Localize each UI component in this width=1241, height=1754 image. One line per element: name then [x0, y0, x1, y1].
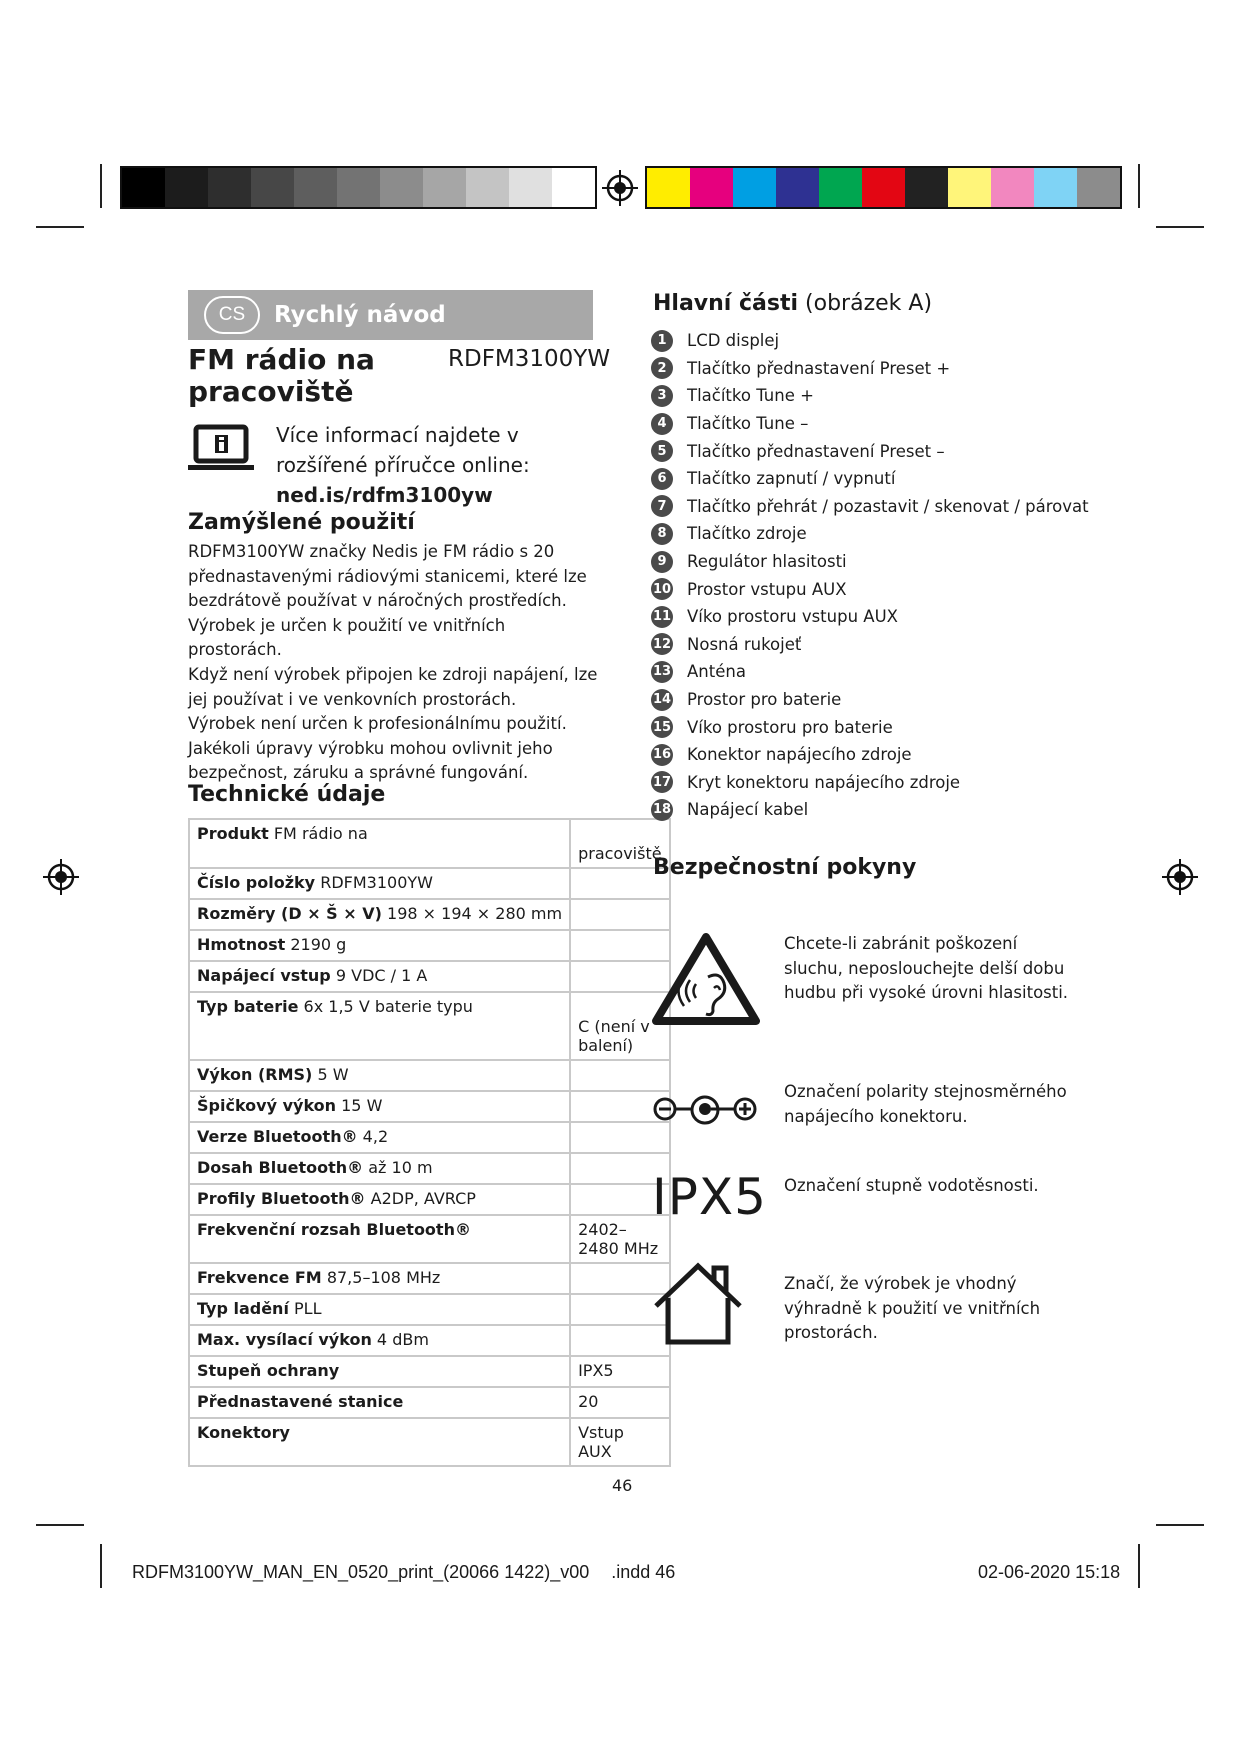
color-swatch — [647, 168, 690, 207]
spec-label: Hmotnost — [197, 935, 286, 954]
safety-item — [652, 1262, 1072, 1362]
footer-date: 02-06-2020 15:18 — [978, 1562, 1121, 1582]
banner-title: Rychlý návod — [274, 302, 446, 328]
main-parts-heading — [653, 291, 932, 316]
main-parts-heading-bold: Hlavní části — [653, 291, 799, 316]
part-label: LCD displej — [687, 331, 780, 351]
spec-value-cell — [570, 1418, 670, 1466]
spec-value-2: pracoviště — [578, 844, 662, 863]
spec-row — [189, 1294, 670, 1325]
crop-mark — [1138, 164, 1140, 208]
part-label: Tlačítko zdroje — [687, 524, 807, 544]
part-label: Prostor vstupu AUX — [687, 579, 847, 599]
spec-value: 5 W — [317, 1065, 349, 1084]
language-badge: CS — [204, 296, 260, 334]
spec-value: 4 dBm — [376, 1330, 429, 1349]
part-label: Kryt konektoru napájecího zdroje — [687, 772, 961, 792]
part-label: Tlačítko Tune + — [687, 386, 814, 406]
paragraph: Výrobek je určen k použití ve vnitřních prostorách. — [188, 615, 506, 660]
spec-value: 6x 1,5 V baterie typu — [303, 997, 473, 1016]
spec-row — [189, 930, 670, 961]
color-swatch — [294, 168, 337, 207]
intended-use-text — [188, 540, 598, 786]
more-info-line: rozšířené příručce online: — [276, 453, 530, 477]
color-swatch — [1034, 168, 1077, 207]
spec-label: Profily Bluetooth® — [197, 1189, 366, 1208]
spec-row — [189, 1153, 670, 1184]
spec-label: Číslo položky — [197, 873, 316, 892]
spec-label: Konektory — [197, 1423, 290, 1442]
color-swatch — [948, 168, 991, 207]
spec-label-cell — [189, 1418, 570, 1466]
part-number-badge: 5 — [651, 440, 673, 462]
spec-value-2: 20 — [578, 1392, 599, 1411]
intended-use-heading: Zamýšlené použití — [188, 510, 415, 535]
paragraph: RDFM3100YW značky Nedis je FM rádio s 20 přednastavenými rádiovými stanicemi, které lze bezdrátově používat v náročných prostředích. — [188, 542, 587, 611]
part-item — [651, 575, 1089, 603]
spec-label-cell — [189, 1153, 570, 1184]
part-number-badge: 7 — [651, 495, 673, 517]
spec-label: Napájecí vstup — [197, 966, 331, 985]
spec-value: PLL — [294, 1299, 322, 1318]
spec-label: Dosah Bluetooth® — [197, 1158, 364, 1177]
crop-mark — [1156, 226, 1204, 228]
crop-mark — [100, 1544, 102, 1588]
spec-row — [189, 1091, 670, 1122]
spec-row — [189, 961, 670, 992]
color-swatch — [1077, 168, 1120, 207]
color-swatch — [251, 168, 294, 207]
spec-row — [189, 1356, 670, 1387]
spec-value-2: 2402–2480 MHz — [578, 1220, 659, 1258]
crop-mark — [36, 226, 84, 228]
registration-mark-icon — [600, 168, 640, 208]
part-item — [651, 548, 1089, 576]
color-swatch — [819, 168, 862, 207]
spec-label-cell — [189, 1184, 570, 1215]
crop-mark — [100, 164, 102, 208]
spec-row — [189, 992, 670, 1060]
spec-label-cell — [189, 899, 570, 930]
part-label: Tlačítko přednastavení Preset – — [687, 441, 945, 461]
part-item — [651, 410, 1089, 438]
spec-label-cell — [189, 1387, 570, 1418]
spec-label-cell — [189, 961, 570, 992]
part-number-badge: 2 — [651, 357, 673, 379]
spec-label: Přednastavené stanice — [197, 1392, 404, 1411]
spec-label: Typ ladění — [197, 1299, 289, 1318]
part-number-badge: 13 — [651, 661, 673, 683]
spec-label-cell — [189, 1060, 570, 1091]
safety-item — [652, 1168, 1072, 1238]
paragraph: Výrobek není určen k profesionálnímu použití. — [188, 714, 567, 734]
part-label: Napájecí kabel — [687, 800, 809, 820]
part-number-badge: 14 — [651, 689, 673, 711]
spec-value: 9 VDC / 1 A — [335, 966, 428, 985]
safety-item — [652, 1080, 1072, 1140]
spec-value-cell — [570, 899, 670, 930]
spec-value: 2190 g — [290, 935, 347, 954]
part-item — [651, 713, 1089, 741]
color-swatch — [733, 168, 776, 207]
part-number-badge: 8 — [651, 523, 673, 545]
color-swatch — [122, 168, 165, 207]
color-swatch — [552, 168, 595, 207]
footer-file-tail: .indd 46 — [611, 1562, 676, 1582]
spec-label-cell — [189, 1091, 570, 1122]
indoor-house-icon — [652, 1262, 744, 1346]
paragraph: Když není výrobek připojen ke zdroji napájení, lze jej používat i ve venkovních prostorách. — [188, 664, 598, 709]
spec-value: A2DP, AVRCP — [370, 1189, 476, 1208]
part-label: Tlačítko přednastavení Preset + — [687, 358, 951, 378]
part-item — [651, 493, 1089, 521]
specs-heading: Technické údaje — [188, 782, 386, 807]
spec-label-cell — [189, 930, 570, 961]
part-number-badge: 1 — [651, 330, 673, 352]
spec-row — [189, 1060, 670, 1091]
spec-label: Frekvenční rozsah Bluetooth® — [197, 1220, 471, 1239]
color-swatch — [380, 168, 423, 207]
part-item — [651, 631, 1089, 659]
part-label: Prostor pro baterie — [687, 690, 842, 710]
part-label: Tlačítko přehrát / pozastavit / skenovat / párovat — [687, 496, 1089, 516]
part-item — [651, 382, 1089, 410]
specs-table — [188, 818, 671, 1467]
spec-row — [189, 868, 670, 899]
safety-text: Značí, že výrobek je vhodný výhradně k použití ve vnitřních prostorách. — [784, 1274, 1041, 1343]
spec-row — [189, 1215, 670, 1263]
spec-label-cell — [189, 1294, 570, 1325]
registration-mark-icon — [1160, 857, 1200, 897]
part-number-badge: 17 — [651, 771, 673, 793]
part-number-badge: 12 — [651, 633, 673, 655]
part-label: Nosná rukojeť — [687, 634, 802, 654]
main-parts-heading-rest: (obrázek A) — [798, 291, 933, 316]
color-swatch — [423, 168, 466, 207]
spec-label-cell — [189, 1263, 570, 1294]
part-item — [651, 796, 1089, 824]
hearing-warning-icon — [652, 932, 760, 1026]
spec-row — [189, 1418, 670, 1466]
spec-label: Stupeň ochrany — [197, 1361, 340, 1380]
color-swatch — [208, 168, 251, 207]
grayscale-color-bar — [120, 166, 597, 209]
registration-mark-icon — [41, 857, 81, 897]
parts-list — [651, 327, 1089, 824]
part-item — [651, 769, 1089, 797]
part-number-badge: 3 — [651, 385, 673, 407]
part-item — [651, 355, 1089, 383]
spec-label: Max. vysílací výkon — [197, 1330, 372, 1349]
part-number-badge: 9 — [651, 551, 673, 573]
color-swatch — [466, 168, 509, 207]
part-label: Konektor napájecího zdroje — [687, 745, 912, 765]
part-number-badge: 16 — [651, 744, 673, 766]
safety-text: Označení polarity stejnosměrného napájecího konektoru. — [784, 1082, 1067, 1126]
product-title: FM rádio na pracoviště — [188, 343, 375, 408]
safety-heading: Bezpečnostní pokyny — [653, 855, 917, 880]
color-swatch — [165, 168, 208, 207]
spec-row — [189, 1184, 670, 1215]
part-label: Tlačítko Tune – — [687, 414, 809, 434]
spec-label-cell — [189, 868, 570, 899]
more-info-line: Více informací najdete v — [276, 423, 519, 447]
spec-value-2: IPX5 — [578, 1361, 614, 1380]
spec-row — [189, 1263, 670, 1294]
color-swatch — [509, 168, 552, 207]
footer-filename — [132, 1562, 675, 1583]
part-item — [651, 658, 1089, 686]
color-swatch — [862, 168, 905, 207]
part-label: Víko prostoru vstupu AUX — [687, 607, 898, 627]
part-item — [651, 520, 1089, 548]
part-label: Tlačítko zapnutí / vypnutí — [687, 469, 896, 489]
spec-label-cell — [189, 819, 570, 868]
spec-label: Typ baterie — [197, 997, 299, 1016]
dc-polarity-icon — [652, 1092, 758, 1126]
paragraph: Jakékoli úpravy výrobku mohou ovlivnit jeho bezpečnost, záruku a správné fungování. — [188, 738, 553, 783]
part-number-badge: 4 — [651, 413, 673, 435]
spec-value: 198 × 194 × 280 mm — [387, 904, 563, 923]
part-number-badge: 10 — [651, 578, 673, 600]
part-label: Regulátor hlasitosti — [687, 552, 847, 572]
part-number-badge: 11 — [651, 606, 673, 628]
safety-text: Chcete-li zabránit poškození sluchu, neposlouchejte delší dobu hudbu při vysoké úrovni hlasitosti. — [784, 934, 1069, 1003]
crop-mark — [1138, 1544, 1140, 1588]
part-label: Anténa — [687, 662, 746, 682]
part-number-badge: 6 — [651, 468, 673, 490]
online-manual-link[interactable]: ned.is/rdfm3100yw — [276, 483, 493, 507]
footer-file: RDFM3100YW_MAN_EN_0520_print_(20066 1422)_v00 — [132, 1562, 590, 1582]
spec-row — [189, 1387, 670, 1418]
spec-label: Frekvence FM — [197, 1268, 322, 1287]
color-swatch — [337, 168, 380, 207]
part-label: Víko prostoru pro baterie — [687, 717, 893, 737]
quick-guide-banner — [188, 290, 593, 340]
part-item — [651, 327, 1089, 355]
more-info-text — [276, 420, 530, 510]
spec-label-cell — [189, 1215, 570, 1263]
spec-label: Výkon (RMS) — [197, 1065, 313, 1084]
spec-label-cell — [189, 1122, 570, 1153]
laptop-info-icon — [188, 424, 254, 474]
spec-value: až 10 m — [368, 1158, 433, 1177]
spec-row — [189, 1325, 670, 1356]
spec-label: Produkt — [197, 824, 269, 843]
process-color-bar — [645, 166, 1122, 209]
color-swatch — [991, 168, 1034, 207]
spec-label: Rozměry (D × Š × V) — [197, 904, 382, 923]
spec-row — [189, 819, 670, 868]
spec-row — [189, 899, 670, 930]
spec-label-cell — [189, 1356, 570, 1387]
page-number: 46 — [612, 1476, 633, 1495]
spec-value-2: C (není v balení) — [578, 1017, 650, 1055]
spec-value: 87,5–108 MHz — [326, 1268, 441, 1287]
crop-mark — [36, 1524, 84, 1526]
part-item — [651, 686, 1089, 714]
color-swatch — [690, 168, 733, 207]
part-item — [651, 437, 1089, 465]
spec-value: RDFM3100YW — [320, 873, 433, 892]
spec-value-2: Vstup AUX — [578, 1423, 624, 1461]
spec-label: Špičkový výkon — [197, 1096, 337, 1115]
part-number-badge: 15 — [651, 716, 673, 738]
part-item — [651, 741, 1089, 769]
spec-label: Verze Bluetooth® — [197, 1127, 358, 1146]
product-code: RDFM3100YW — [448, 346, 611, 372]
part-number-badge: 18 — [651, 799, 673, 821]
spec-value: 15 W — [341, 1096, 383, 1115]
spec-row — [189, 1122, 670, 1153]
color-swatch — [905, 168, 948, 207]
spec-value: FM rádio na — [273, 824, 368, 843]
spec-value-cell — [570, 1387, 670, 1418]
ipx5-icon: IPX5 — [652, 1168, 767, 1226]
spec-label-cell — [189, 992, 570, 1060]
safety-item — [652, 932, 1072, 1032]
safety-text: Označení stupně vodotěsnosti. — [784, 1176, 1039, 1195]
spec-label-cell — [189, 1325, 570, 1356]
spec-value: 4,2 — [362, 1127, 389, 1146]
color-swatch — [776, 168, 819, 207]
part-item — [651, 465, 1089, 493]
crop-mark — [1156, 1524, 1204, 1526]
part-item — [651, 603, 1089, 631]
